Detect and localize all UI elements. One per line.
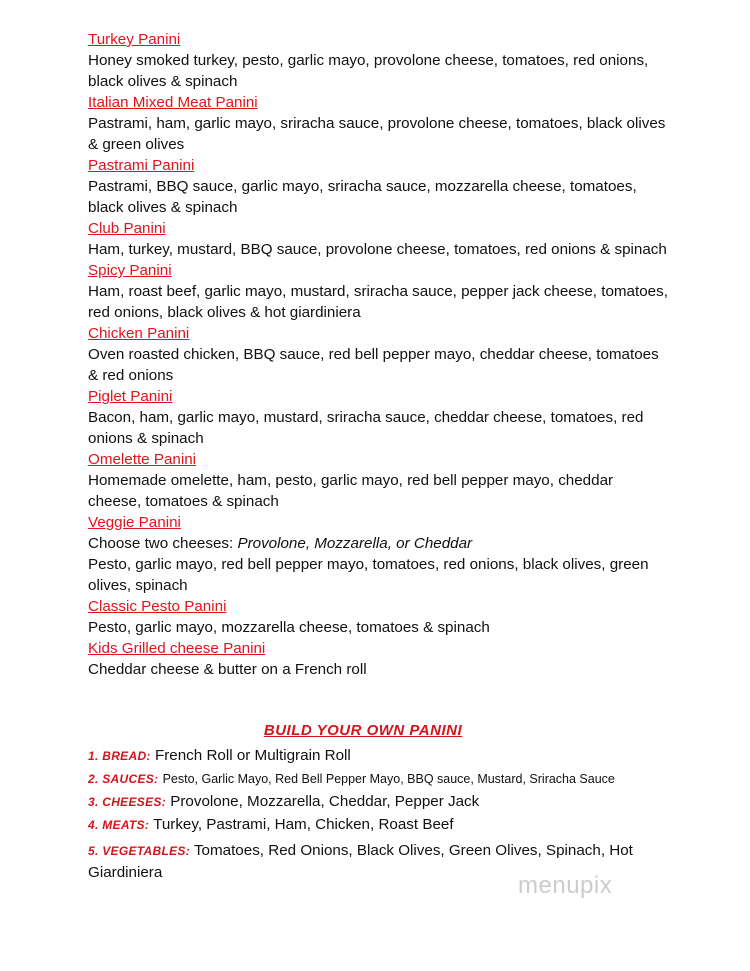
item-name: Italian Mixed Meat Panini: [88, 94, 258, 111]
choice-label: Choose two cheeses:: [88, 535, 238, 552]
item-name: Spicy Panini: [88, 262, 172, 279]
build-step: [88, 745, 678, 767]
item-cheese-choice: [88, 533, 668, 554]
step-label: 5. VEGETABLES:: [88, 844, 190, 858]
item-description: Cheddar cheese & butter on a French roll: [88, 661, 367, 678]
build-your-own-title: BUILD YOUR OWN PANINI: [263, 722, 463, 739]
item-description: Ham, roast beef, garlic mayo, mustard, sriracha sauce, pepper jack cheese, tomatoes, red onions, black olives & hot giardiniera: [88, 283, 668, 321]
choice-options: Provolone, Mozzarella, or Cheddar: [237, 535, 473, 552]
item-description: Ham, turkey, mustard, BBQ sauce, provolone cheese, tomatoes, red onions & spinach: [88, 241, 667, 258]
build-step: [88, 768, 678, 790]
item-description: Homemade omelette, ham, pesto, garlic mayo, red bell pepper mayo, cheddar cheese, tomatoes & spinach: [88, 472, 614, 510]
build-step: [88, 791, 678, 813]
step-options: French Roll or Multigrain Roll: [154, 747, 351, 764]
item-description: Pesto, garlic mayo, mozzarella cheese, tomatoes & spinach: [88, 619, 490, 636]
menu-item: [88, 323, 668, 386]
item-description: Honey smoked turkey, pesto, garlic mayo, provolone cheese, tomatoes, red onions, black olives & spinach: [88, 52, 649, 90]
item-description: Oven roasted chicken, BBQ sauce, red bell pepper mayo, cheddar cheese, tomatoes & red onions: [88, 346, 659, 384]
step-label: 3. CHEESES:: [88, 795, 166, 809]
menu-item: [88, 638, 668, 680]
step-options: Provolone, Mozzarella, Cheddar, Pepper Jack: [170, 793, 480, 810]
menu-item: [88, 92, 668, 155]
item-description: Pastrami, BBQ sauce, garlic mayo, sriracha sauce, mozzarella cheese, tomatoes, black olives & spinach: [88, 178, 637, 216]
panini-list: [88, 29, 668, 680]
menu-item: [88, 155, 668, 218]
item-name: Omelette Panini: [88, 451, 197, 468]
menu-item: [88, 218, 668, 260]
item-name: Piglet Panini: [88, 388, 173, 405]
step-options: Pesto, Garlic Mayo, Red Bell Pepper Mayo, BBQ sauce, Mustard, Sriracha Sauce: [162, 772, 615, 786]
item-name: Club Panini: [88, 220, 166, 237]
menu-item: [88, 260, 668, 323]
item-description: Pesto, garlic mayo, red bell pepper mayo, tomatoes, red onions, black olives, green olives, spinach: [88, 556, 649, 594]
menu-item: [88, 386, 668, 449]
build-your-own-section: [88, 720, 678, 884]
watermark-logo: menupix: [518, 872, 613, 899]
menu-item: [88, 449, 668, 512]
step-label: 4. MEATS:: [88, 818, 150, 832]
menu-item: [88, 596, 668, 638]
item-name: Turkey Panini: [88, 31, 181, 48]
step-options: Tomatoes, Red Onions, Black Olives, Green Olives, Spinach, Hot Giardiniera: [88, 842, 633, 881]
item-name: Classic Pesto Panini: [88, 598, 227, 615]
menu-item: [88, 29, 668, 92]
build-step: [88, 814, 678, 836]
step-options: Turkey, Pastrami, Ham, Chicken, Roast Beef: [153, 816, 454, 833]
item-name: Pastrami Panini: [88, 157, 195, 174]
menu-item: [88, 512, 668, 596]
step-label: 2. SAUCES:: [88, 772, 159, 786]
step-label: 1. BREAD:: [88, 749, 151, 763]
item-description: Bacon, ham, garlic mayo, mustard, sriracha sauce, cheddar cheese, tomatoes, red onions & spinach: [88, 409, 644, 447]
item-name: Chicken Panini: [88, 325, 190, 342]
item-description: Pastrami, ham, garlic mayo, sriracha sauce, provolone cheese, tomatoes, black olives & green olives: [88, 115, 666, 153]
item-name: Kids Grilled cheese Panini: [88, 640, 266, 657]
item-name: Veggie Panini: [88, 514, 181, 531]
